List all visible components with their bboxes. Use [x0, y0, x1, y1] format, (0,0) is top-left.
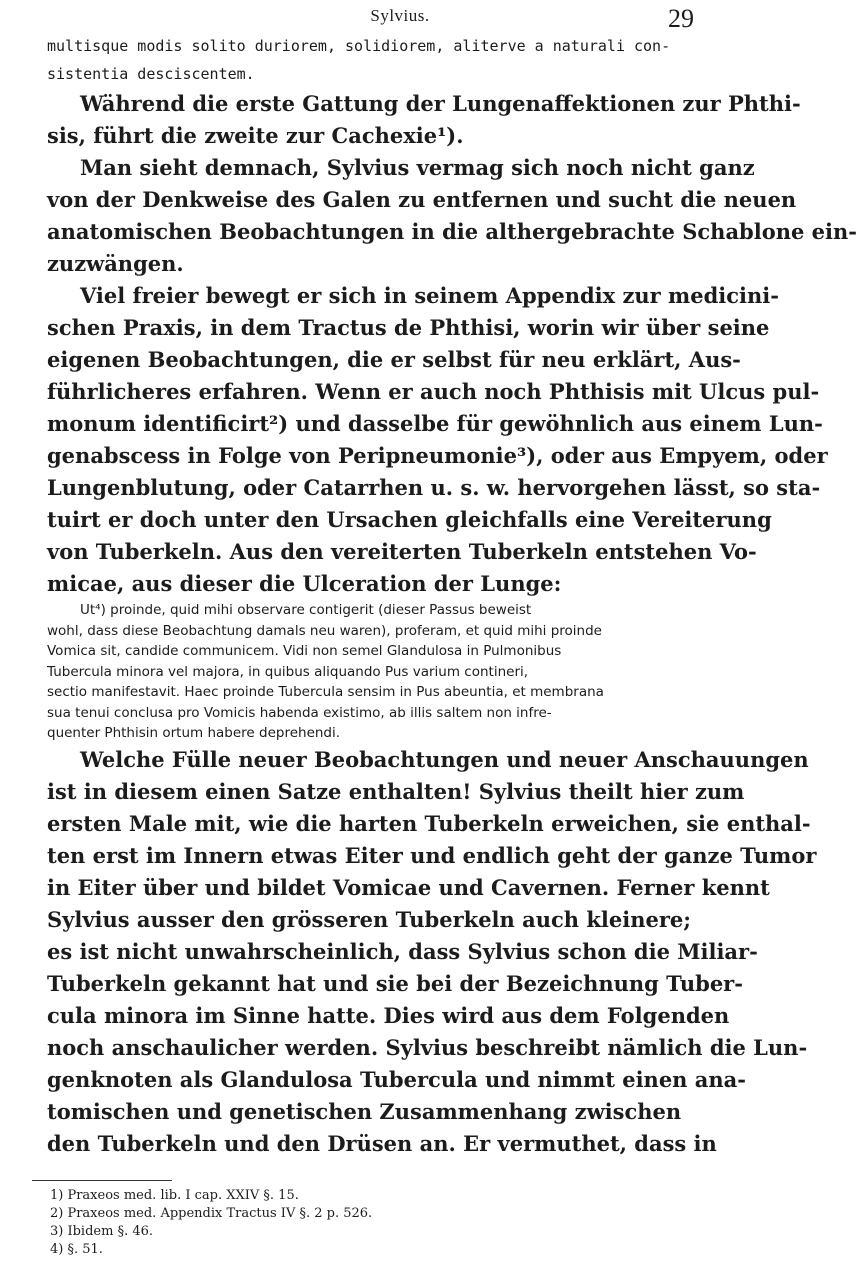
- text-line: ten erst im Innern etwas Eiter und endlich geht der ganze Tumor: [47, 842, 817, 868]
- text-line: genknoten als Glandulosa Tubercula und nimmt einen ana-: [47, 1066, 746, 1092]
- text-line: sistentia desciscentem.: [47, 65, 255, 83]
- quotation-first-line: Ut⁴) proinde, quid mihi observare contigerit (dieser Passus beweist: [80, 602, 532, 618]
- text-line: von Tuberkeln. Aus den vereiterten Tuberkeln entstehen Vo-: [47, 539, 757, 564]
- text-line: es ist nicht unwahrscheinlich, dass Sylvius schon die Miliar-: [47, 938, 758, 964]
- footnote-1: 1) Praxeos med. lib. I cap. XXIV §. 15.: [50, 1188, 299, 1203]
- quotation-line: Tubercula minora vel majora, in quibus aliquando Pus varium contineri,: [47, 663, 529, 680]
- page-number: 29: [668, 4, 694, 33]
- quotation-line: sua tenui conclusa pro Vomicis habenda existimo, ab illis saltem non infre-: [47, 704, 552, 721]
- text-line: führlicheres erfahren. Wenn er auch noch Phthisis mit Ulcus pul-: [47, 379, 820, 404]
- text-line: eigenen Beobachtungen, die er selbst für neu erklärt, Aus-: [47, 347, 741, 372]
- text-line: multisque modis solito duriorem, solidiorem, aliterve a naturali con-: [47, 37, 671, 55]
- text-line: tomischen und genetischen Zusammenhang zwischen: [47, 1098, 682, 1124]
- text-line: Lungenblutung, oder Catarrhen u. s. w. hervorgehen lässt, so sta-: [47, 475, 821, 500]
- running-head: Sylvius.: [370, 6, 430, 25]
- paragraph-first-line: Welche Fülle neuer Beobachtungen und neuer Anschauungen: [80, 746, 809, 772]
- quotation-line: wohl, dass diese Beobachtung damals neu waren), proferam, et quid mihi proinde: [47, 622, 602, 639]
- text-line: genabscess in Folge von Peripneumonie³), oder aus Empyem, oder: [47, 443, 828, 468]
- text-line: noch anschaulicher werden. Sylvius beschreibt nämlich die Lun-: [47, 1034, 808, 1060]
- text-line: von der Denkweise des Galen zu entfernen und sucht die neuen: [47, 187, 797, 212]
- footnote-divider: [32, 1180, 172, 1181]
- body-text: [47, 32, 857, 1160]
- text-line: sis, führt die zweite zur Cachexie¹).: [47, 123, 464, 148]
- text-line: monum identificirt²) und dasselbe für gewöhnlich aus einem Lun-: [47, 411, 823, 436]
- text-line: zuzwängen.: [47, 251, 184, 276]
- paragraph-first-line: Viel freier bewegt er sich in seinem Appendix zur medicini-: [80, 283, 779, 308]
- footnote-4: 4) §. 51.: [50, 1242, 103, 1257]
- text-line: den Tuberkeln und den Drüsen an. Er vermuthet, dass in: [47, 1130, 717, 1156]
- footnote-3: 3) Ibidem §. 46.: [50, 1224, 154, 1239]
- text-line: ist in diesem einen Satze enthalten! Sylvius theilt hier zum: [47, 778, 745, 804]
- text-line: cula minora im Sinne hatte. Dies wird aus dem Folgenden: [47, 1002, 730, 1028]
- footnote-2: 2) Praxeos med. Appendix Tractus IV §. 2 p. 526.: [50, 1206, 373, 1221]
- paragraph-first-line: Man sieht demnach, Sylvius vermag sich noch nicht ganz: [80, 155, 755, 180]
- quotation-line: Vomica sit, candide communicem. Vidi non semel Glandulosa in Pulmonibus: [47, 643, 562, 659]
- text-line: ersten Male mit, wie die harten Tuberkeln erweichen, sie enthal-: [47, 810, 811, 836]
- quotation-line: sectio manifestavit. Haec proinde Tubercula sensim in Pus abeuntia, et membrana: [47, 684, 604, 700]
- text-line: in Eiter über und bildet Vomicae und Cavernen. Ferner kennt: [47, 874, 770, 900]
- text-line: Tuberkeln gekannt hat und sie bei der Bezeichnung Tuber-: [47, 970, 743, 996]
- text-line: anatomischen Beobachtungen in die althergebrachte Schablone ein-: [47, 219, 857, 244]
- paragraph-first-line: Während die erste Gattung der Lungenaffektionen zur Phthi-: [80, 91, 801, 116]
- text-line: schen Praxis, in dem Tractus de Phthisi, worin wir über seine: [47, 315, 770, 340]
- footnotes: [50, 1187, 650, 1259]
- text-line: micae, aus dieser die Ulceration der Lunge:: [47, 571, 562, 596]
- quotation-line: quenter Phthisin ortum habere deprehendi.: [47, 725, 341, 741]
- text-line: Sylvius ausser den grösseren Tuberkeln auch kleinere;: [47, 906, 692, 932]
- text-line: tuirt er doch unter den Ursachen gleichfalls eine Vereiterung: [47, 507, 772, 532]
